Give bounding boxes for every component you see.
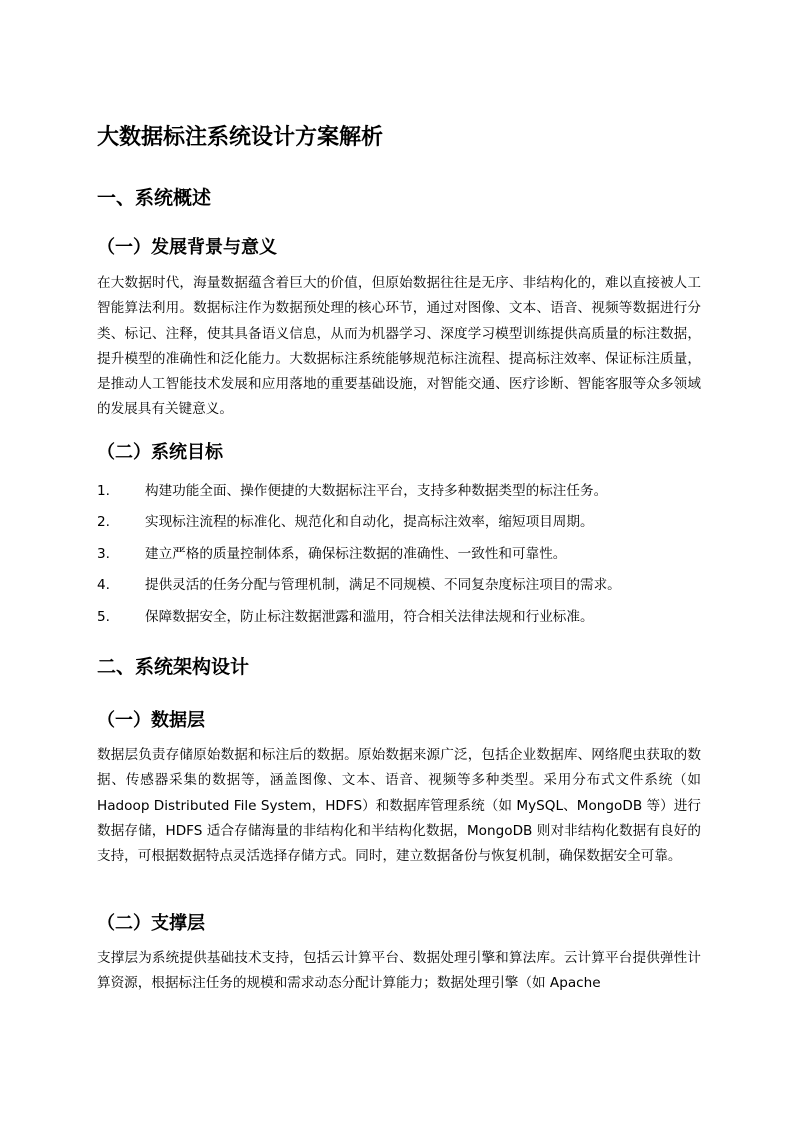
subsection-heading-background: （一）发展背景与意义 xyxy=(97,237,277,258)
paragraph-data-layer: 数据层负责存储原始数据和标注后的数据。原始数据来源广泛，包括企业数据库、网络爬虫获取的数据、传感器采集的数据等，涵盖图像、文本、语音、视频等多种类型。采用分布式文件系统（如 Hadoop Distributed File System，HDFS）和数据库管理系统（如 MySQL、MongoDB 等）进行数据存储，HDFS 适合存储海量的非结构化和半结构化数据，MongoDB 则对非结构化数据有良好的支持，可根据数据特点灵活选择存储方式。同时，建立数据备份与恢复机制，确保数据安全可靠。 xyxy=(97,747,701,865)
goals-list xyxy=(97,481,701,638)
list-item-number: 1. xyxy=(97,483,110,499)
list-item-number: 2. xyxy=(97,514,110,531)
subsection-heading-support-layer: （二）支撑层 xyxy=(97,913,205,934)
list-item xyxy=(97,575,701,606)
list-item-text: 构建功能全面、操作便捷的大数据标注平台，支持多种数据类型的标注任务。 xyxy=(145,483,608,499)
list-item-text: 实现标注流程的标准化、规范化和自动化，提高标注效率，缩短项目周期。 xyxy=(145,514,594,531)
subsection-heading-goals: （二）系统目标 xyxy=(97,442,223,463)
subsection-heading-data-layer: （一）数据层 xyxy=(97,710,205,731)
list-item-number: 3. xyxy=(97,545,110,562)
list-item xyxy=(97,512,701,543)
list-item xyxy=(97,481,701,512)
paragraph-support-layer: 支撑层为系统提供基础技术支持，包括云计算平台、数据处理引擎和算法库。云计算平台提供弹性计算资源，根据标注任务的规模和需求动态分配计算能力；数据处理引擎（如 Apache xyxy=(97,950,701,992)
list-item xyxy=(97,544,701,575)
list-item-text: 提供灵活的任务分配与管理机制，满足不同规模、不同复杂度标注项目的需求。 xyxy=(145,577,621,594)
section-heading-overview: 一、系统概述 xyxy=(97,187,212,209)
list-item-number: 5. xyxy=(97,608,110,625)
list-item-number: 4. xyxy=(97,577,110,594)
document-title: 大数据标注系统设计方案解析 xyxy=(97,125,384,150)
list-item-text: 保障数据安全，防止标注数据泄露和滥用，符合相关法律法规和行业标准。 xyxy=(145,608,594,625)
section-heading-architecture: 二、系统架构设计 xyxy=(97,656,250,678)
paragraph-background: 在大数据时代，海量数据蕴含着巨大的价值，但原始数据往往是无序、非结构化的，难以直接被人工智能算法利用。数据标注作为数据预处理的核心环节，通过对图像、文本、语音、视频等数据进行分类、标记、注释，使其具备语义信息，从而为机器学习、深度学习模型训练提供高质量的标注数据，提升模型的准确性和泛化能力。大数据标注系统能够规范标注流程、提高标注效率、保证标注质量，是推动人工智能技术发展和应用落地的重要基础设施，对智能交通、医疗诊断、智能客服等众多领域的发展具有关键意义。 xyxy=(97,275,701,418)
list-item xyxy=(97,607,701,638)
list-item-text: 建立严格的质量控制体系，确保标注数据的准确性、一致性和可靠性。 xyxy=(145,545,567,562)
